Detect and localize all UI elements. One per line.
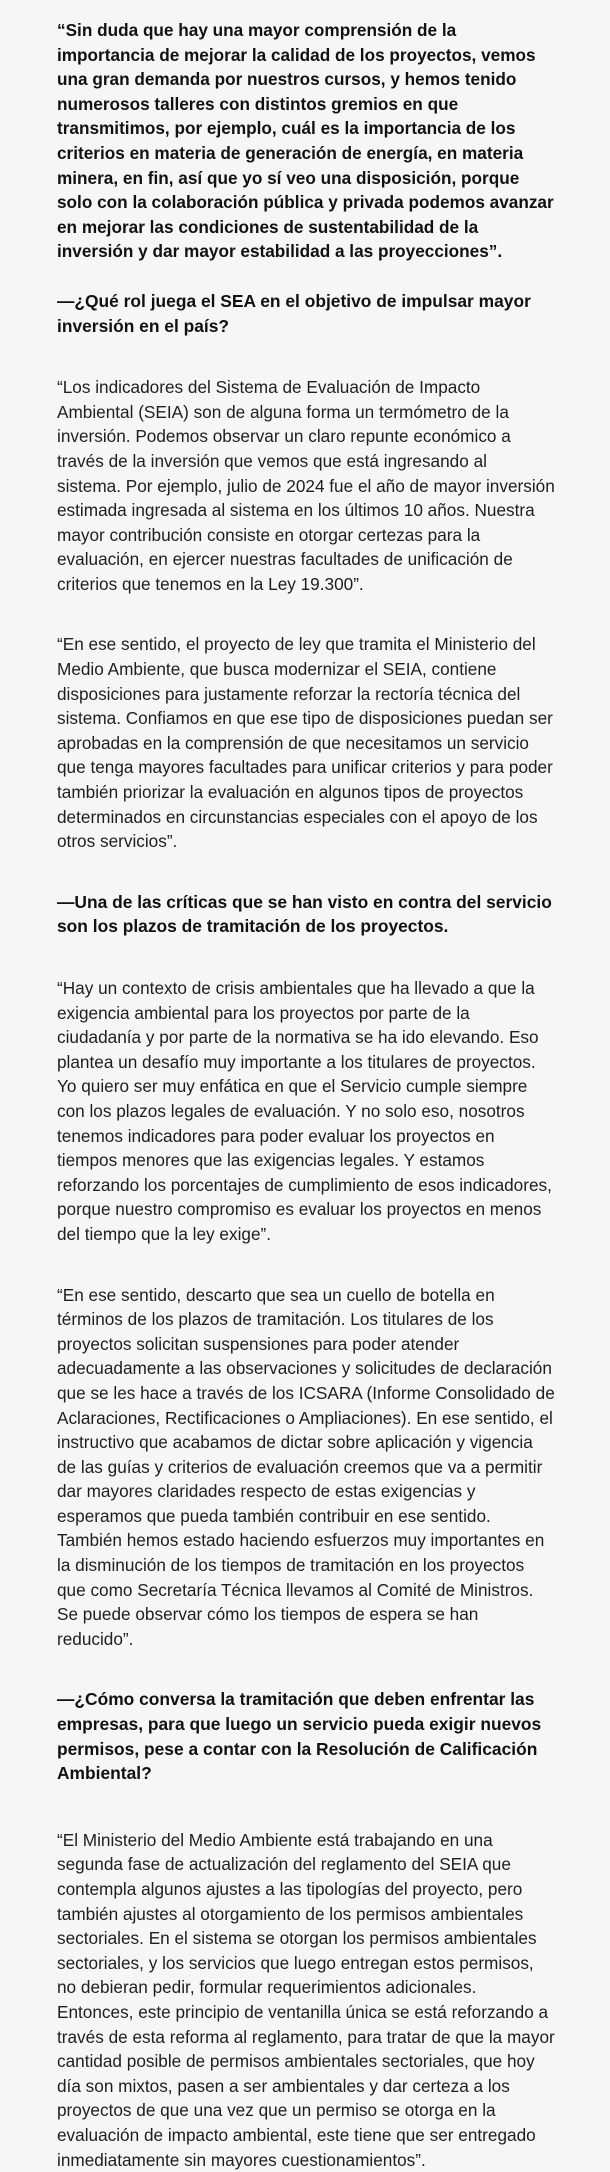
interview-question-plazos: —Una de las críticas que se han visto en contra del servicio son los plazos de tramitación de los proyectos. <box>57 891 552 937</box>
answer-paragraph: “El Ministerio del Medio Ambiente está trabajando en una segunda fase de actualización del reglamento del SEIA que contempla algunos ajustes a las tipologías del proyecto, pero también ajustes al otorgamiento de los permisos ambientales sectoriales. En el sistema se otorgan los permisos ambientales sectoriales, y los servicios que luego entregan estos permisos, no debieran pedir, formular requerimientos adicionales. Entonces, este principio de ventanilla única se está reforzando a través de esta reforma al reglamento, para tratar de que la mayor cantidad posible de permisos ambientales sectoriales, que hoy día son mixtos, pasen a ser ambientales y dar certeza a los proyectos de que una vez que un permiso se otorga en la evaluación de impacto ambiental, este tiene que ser entregado inmediatamente sin mayores cuestionamientos”. <box>57 1829 555 2170</box>
quote-paragraph-bold: “Sin duda que hay una mayor comprensión de la importancia de mejorar la calidad de los proyectos, vemos una gran demanda por nuestros cursos, y hemos tenido numerosos talleres con distintos gremios en que transmitimos, por ejemplo, cuál es la importancia de los criterios en materia de generación de energía, en materia minera, en fin, así que yo sí veo una disposición, porque solo con la colaboración pública y privada podemos avanzar en mejorar las condiciones de sustentabilidad de la inversión y dar mayor estabilidad a las proyecciones”. <box>57 20 554 262</box>
answer-paragraph: “Hay un contexto de crisis ambientales que ha llevado a que la exigencia ambiental para los proyectos por parte de la ciudadanía y por parte de la normativa se ha ido elevando. Eso plantea un desafío muy importante a los titulares de proyectos. Yo quiero ser muy enfática en que el Servicio cumple siempre con los plazos legales de evaluación. Y no solo eso, nosotros tenemos indicadores para poder evaluar los proyectos en tiempos menores que las exigencias legales. Y estamos reforzando los porcentajes de cumplimiento de esos indicadores, porque nuestro compromiso es evaluar los proyectos en menos del tiempo que la ley exige”. <box>57 978 552 1244</box>
answer-paragraph: “En ese sentido, descarto que sea un cuello de botella en términos de los plazos de tramitación. Los titulares de los proyectos solicitan suspensiones para poder atender adecuadamente a las observaciones y solicitudes de declaración que se les hace a través de los ICSARA (Informe Consolidado de Aclaraciones, Rectificaciones o Ampliaciones). En ese sentido, el instructivo que acabamos de dictar sobre aplicación y vigencia de las guías y criterios de evaluación creemos que va a permitir dar mayores claridades respecto de estas exigencias y esperamos que pueda también contribuir en ese sentido. También hemos estado haciendo esfuerzos muy importantes en la disminución de los tiempos de tramitación en los proyectos que como Secretaría Técnica llevamos al Comité de Ministros. Se puede observar cómo los tiempos de espera se han reducido”. <box>57 1284 555 1649</box>
answer-paragraph: “En ese sentido, el proyecto de ley que tramita el Ministerio del Medio Ambiente, que busca modernizar el SEIA, contiene disposiciones para justamente reforzar la rectoría técnica del sistema. Confiamos en que ese tipo de disposiciones puedan ser aprobadas en la comprensión de que necesitamos un servicio que tenga mayores facultades para unificar criterios y para poder también priorizar la evaluación en algunos tipos de proyectos determinados en circunstancias especiales con el apoyo de los otros servicios”. <box>57 634 553 852</box>
answer-paragraph: “Los indicadores del Sistema de Evaluación de Impacto Ambiental (SEIA) son de alguna forma un termómetro de la inversión. Podemos observar un claro repunte económico a través de la inversión que vemos que está ingresando al sistema. Por ejemplo, julio de 2024 fue el año de mayor inversión estimada ingresada al sistema en los últimos 10 años. Nuestra mayor contribución consiste en otorgar certezas para la evaluación, en ejercer nuestras facultades de unificación de criterios que tenemos en la Ley 19.300”. <box>57 377 555 594</box>
interview-question-permisos: —¿Cómo conversa la tramitación que deben enfrentar las empresas, para que luego un servicio pueda exigir nuevos permisos, pese a contar con la Resolución de Calificación Ambiental? <box>57 1689 542 1784</box>
interview-question-sea-role: —¿Qué rol juega el SEA en el objetivo de impulsar mayor inversión en el país? <box>57 290 531 336</box>
